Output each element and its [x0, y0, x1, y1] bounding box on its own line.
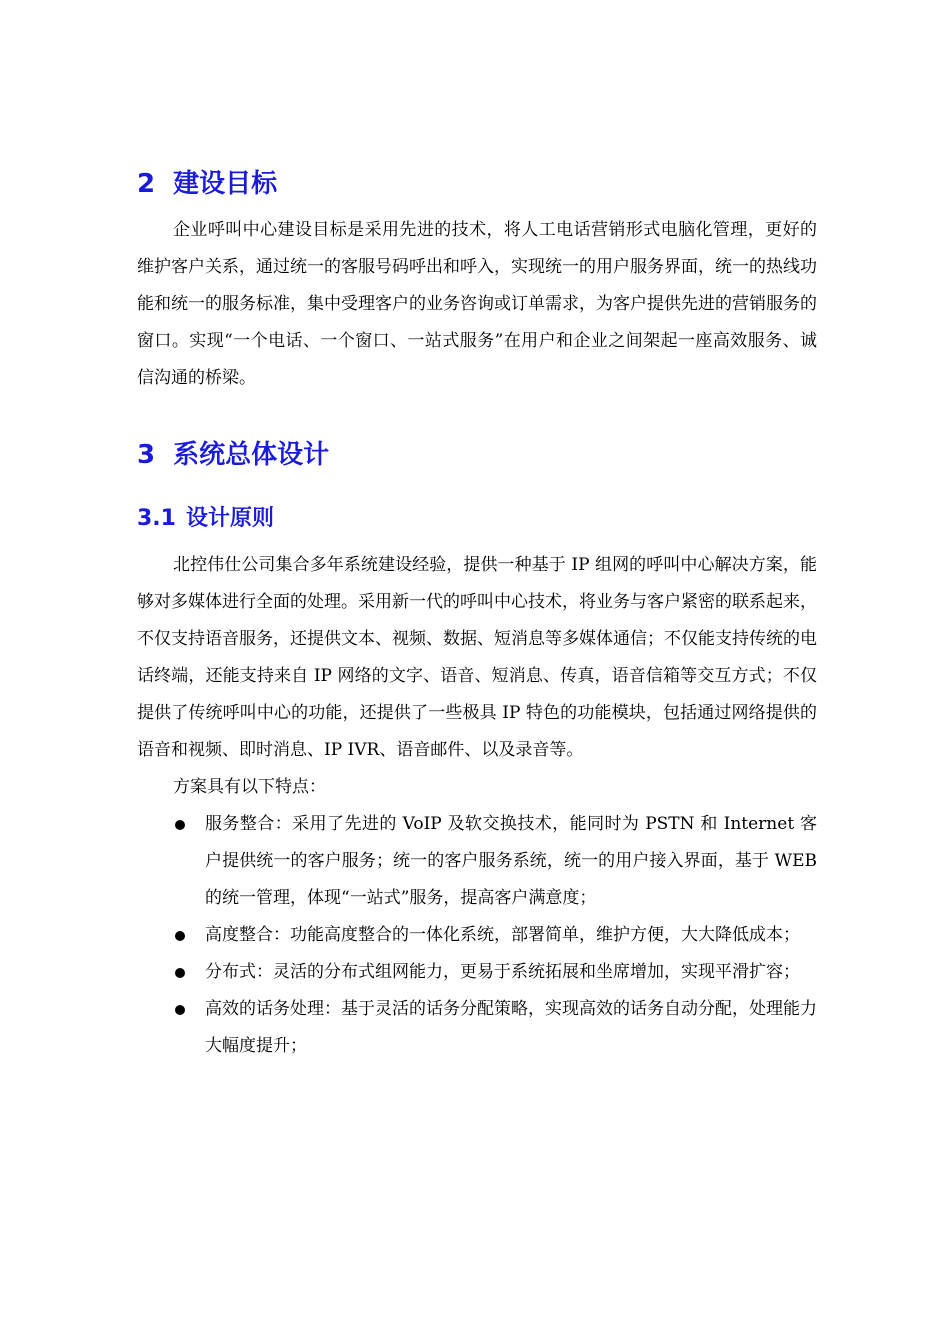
features-list: [137, 806, 817, 1065]
bullet-icon: [175, 931, 185, 941]
section-2-paragraph: 企业呼叫中心建设目标是采用先进的技术，将人工电话营销形式电脑化管理，更好的维护客户关系，通过统一的客服号码呼出和呼入，实现统一的用户服务界面，统一的热线功能和统一的服务标准，集中受理客户的业务咨询或订单需求，为客户提供先进的营销服务的窗口。实现“一个电话、一个窗口、一站式服务”在用户和企业之间架起一座高效服务、诚信沟通的桥梁。: [137, 220, 817, 388]
section-3-heading: [137, 431, 817, 479]
features-intro: 方案具有以下特点：: [173, 777, 326, 797]
bullet-icon: [175, 1005, 185, 1015]
feature-text: 高度整合：功能高度整合的一体化系统，部署简单，维护方便，大大降低成本；: [205, 925, 800, 945]
section-3-1-number: 3.1: [137, 506, 176, 531]
section-3-1-heading: [137, 499, 817, 539]
feature-text: 服务整合：采用了先进的 VoIP 及软交换技术，能同时为 PSTN 和 Internet 客户提供统一的客户服务；统一的客户服务系统，统一的用户接入界面，基于 WEB 的统一管理，体现“一站式”服务，提高客户满意度；: [205, 814, 817, 908]
list-item: [137, 954, 817, 991]
bullet-icon: [175, 968, 185, 978]
bullet-icon: [175, 820, 185, 830]
section-3-1-paragraph: 北控伟仕公司集合多年系统建设经验，提供一种基于 IP 组网的呼叫中心解决方案，能够对多媒体进行全面的处理。采用新一代的呼叫中心技术，将业务与客户紧密的联系起来，不仅支持语音服务，还提供文本、视频、数据、短消息等多媒体通信；不仅能支持传统的电话终端，还能支持来自 IP 网络的文字、语音、短消息、传真，语音信箱等交互方式；不仅提供了传统呼叫中心的功能，还提供了一些极具 IP 特色的功能模块，包括通过网络提供的语音和视频、即时消息、IP IVR、语音邮件、以及录音等。: [137, 555, 817, 760]
section-2-title: 建设目标: [173, 169, 278, 199]
document-page: [137, 160, 817, 1065]
section-3-number: 3: [137, 440, 156, 470]
list-item: [137, 991, 817, 1065]
section-2-heading: [137, 160, 817, 208]
list-item: [137, 806, 817, 917]
feature-text: 高效的话务处理：基于灵活的话务分配策略，实现高效的话务自动分配，处理能力大幅度提升；: [205, 999, 817, 1056]
section-3-title: 系统总体设计: [173, 440, 330, 470]
feature-text: 分布式：灵活的分布式组网能力，更易于系统拓展和坐席增加，实现平滑扩容；: [205, 962, 800, 982]
section-2-number: 2: [137, 169, 156, 199]
list-item: [137, 917, 817, 954]
section-3-1-title: 设计原则: [185, 506, 274, 531]
